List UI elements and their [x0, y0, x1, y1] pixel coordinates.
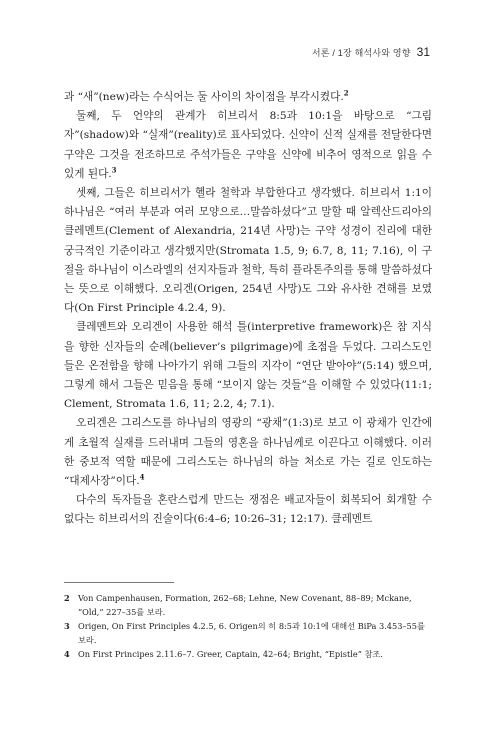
footnotes [64, 592, 432, 663]
paragraph [64, 88, 432, 107]
footnote-number: 3 [64, 621, 70, 632]
paragraph-text: 다수의 독자들을 혼란스럽게 만드는 쟁점은 배교자들이 회복되어 회개할 수 없다는 히브리서의 진술이다(6:4–6; 10:26–31; 12:17). 클레멘트 [64, 494, 432, 526]
paragraph [64, 318, 432, 414]
paragraph [64, 107, 432, 184]
footnote-text: Origen, On First Principles 4.2.5, 6. Origen의 히 8:5과 10:1에 대해선 BiPa 3.453–55를 보라. [78, 621, 425, 645]
footnote-ref[interactable]: 3 [111, 165, 117, 175]
footnote-ref[interactable]: 2 [343, 88, 349, 98]
paragraph-text: 셋째, 그들은 히브리서가 헬라 철학과 부합한다고 생각했다. 히브리서 1:1이 하나님은 “여러 부분과 여러 모양으로…말씀하셨다”고 말할 때 알렉산드리아의 클레멘트(Clement of Alexandria, 214년 사망)는 구약 성경이 진리에 대한 궁극적인 기준이라고 생각했지만(Stromata 1.5, 9; 6.7, 8, 11; 7.16), 이 구절을 하나님이 이스라엘의 선지자들과 철학, 특히 플라톤주의를 통해 말씀하셨다는 뜻으로 이해했다. 오리겐(Origen, 254년 사망)도 그와 유사한 견해를 보였다(On First Principle 4.2.4, 9). [64, 187, 433, 315]
footnote-ref[interactable]: 4 [139, 472, 145, 482]
running-header [312, 45, 430, 59]
paragraph-text: 과 “새”(new)라는 수식어는 둘 사이의 차이점을 부각시켰다. [64, 91, 344, 103]
paragraph [64, 491, 432, 529]
running-title: 서론 / 1장 해석사와 영향 [311, 48, 411, 58]
footnote-divider [64, 582, 174, 583]
footnote-number: 4 [64, 649, 70, 660]
body-text [64, 88, 432, 530]
paragraph-text: 오리겐은 그리스도를 하나님의 영광의 “광채”(1:3)로 보고 이 광채가 인간에게 초월적 실재를 드러내며 그들의 영혼을 하나님께로 이끈다고 이해했다. 이러한 중보적 역할 때문에 그리스도는 하나님의 하늘 처소로 가는 길로 인도하는 “대제사장”이다. [64, 417, 432, 488]
footnote-number: 2 [64, 593, 70, 603]
footnote-text: On First Principes 2.11.6–7. Greer, Captain, 42–64; Bright, “Epistle” 참조. [78, 649, 383, 660]
paragraph [64, 184, 432, 318]
paragraph-text: 클레멘트와 오리겐이 사용한 해석 틀(interpretive framework)은 참 지식을 향한 신자들의 순례(believer’s pilgrimage)에 초점을 두었다. 그리스도인들은 온전함을 향해 나아가기 위해 그들의 지각이 “연단 받아야”(5:14) 했으며, 그렇게 해서 그들은 믿음을 통해 “보이지 않는 것들”을 이해할 수 있었다(11:1; Clement, Stromata 1.6, 11; 2.2, 4; 7.1). [64, 321, 432, 411]
page-number: 31 [416, 45, 430, 59]
footnote [64, 592, 432, 619]
paragraph-text: 둘째, 두 언약의 관계가 히브리서 8:5과 10:1을 바탕으로 “그림자”(shadow)와 “실재”(reality)로 표사되었다. 신약이 신적 실재를 전달한다면 구약은 그것을 전조하므로 주석가들은 구약을 신약에 비추어 영적으로 읽을 수 있게 된다. [64, 110, 432, 180]
paragraph [64, 414, 432, 491]
footnote [64, 648, 432, 662]
footnote [64, 620, 432, 647]
footnote-text: Von Campenhausen, Formation, 262–68; Lehne, New Covenant, 88–89; Mckane, “Old,” 227–35를 보라. [78, 593, 412, 617]
